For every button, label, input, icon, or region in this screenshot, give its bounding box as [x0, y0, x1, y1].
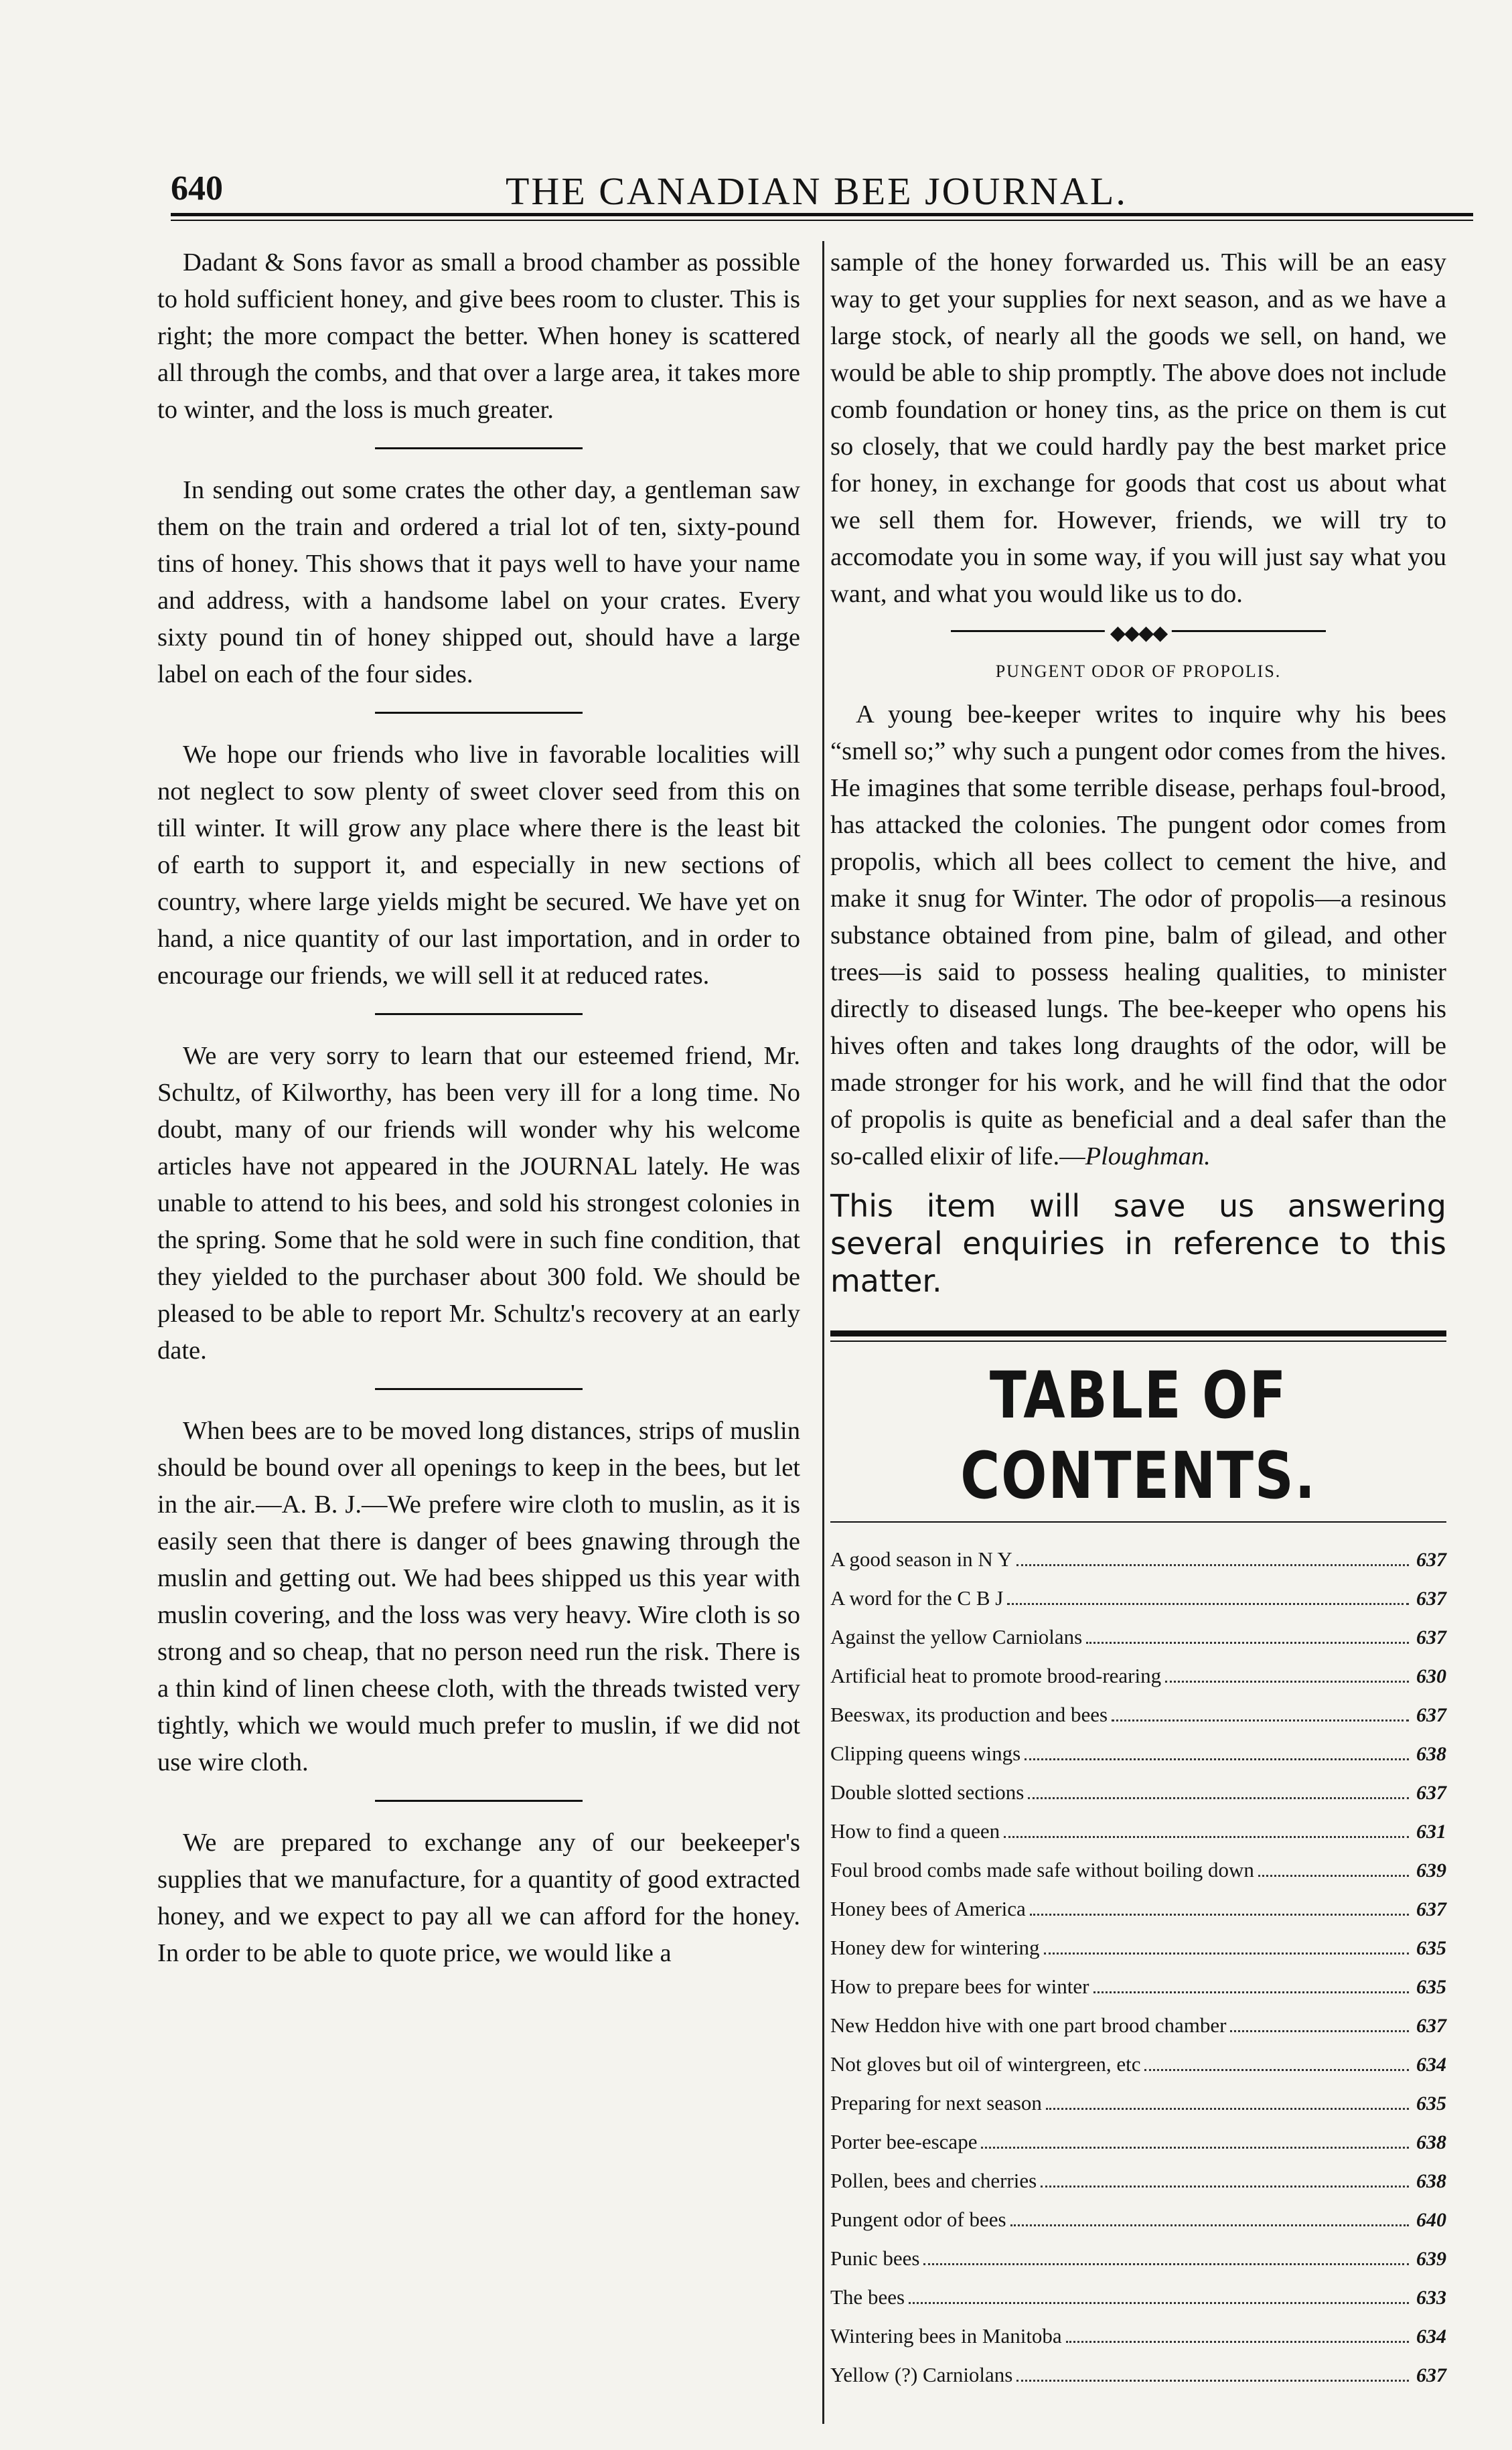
toc-entry — [830, 2356, 1446, 2394]
toc-leader-dots — [1041, 2186, 1409, 2188]
toc-leader-dots — [1093, 1991, 1410, 1993]
toc-leader-dots — [1007, 1603, 1409, 1605]
toc-entry-page: 638 — [1416, 2131, 1446, 2153]
right-column — [830, 244, 1446, 2394]
toc-entry — [830, 2123, 1446, 2161]
toc-entry-page: 637 — [1416, 1704, 1446, 1726]
toc-entry — [830, 2317, 1446, 2356]
toc-entry — [830, 1657, 1446, 1695]
toc-leader-dots — [1112, 1719, 1409, 1721]
toc-entry-page: 635 — [1416, 2092, 1446, 2115]
paragraph: We are very sorry to learn that our esteemed friend, Mr. Schultz, of Kilworthy, has been very ill for a long time. No doubt, many of our friends will wonder why his welcome articles have not appeared in the JOURNAL lately. He was unable to attend to his bees, and sold his strongest colonies in the spring. Some that he sold were in such fine condition, that they yielded to the purchaser about 300 fold. We should be pleased to be able to report Mr. Schultz's recovery at an early date. — [157, 1042, 800, 1365]
paragraph: We hope our friends who live in favorable localities will not neglect to sow plenty of sweet clover seed from this on till winter. It will grow any place where there is the least bit of earth to support it, and especially in new sections of country, where large yields might be secured. We have yet on hand, a nice quantity of our last importation, and in order to encourage our friends, we will sell it at reduced rates. — [157, 741, 800, 990]
toc-title: TABLE OF CONTENTS. — [960, 1358, 1316, 1513]
toc-leader-dots — [1028, 1797, 1409, 1799]
toc-entry — [830, 1890, 1446, 1928]
toc-entry — [830, 2006, 1446, 2045]
toc-entry-label: A good season in N Y — [830, 1547, 1012, 1571]
toc-entry — [830, 2239, 1446, 2278]
section-heading: PUNGENT ODOR OF PROPOLIS. — [995, 662, 1282, 681]
editor-note: This item will save us answering several enquiries in reference to this matter. — [830, 1188, 1446, 1299]
toc-entry-page: 637 — [1416, 1549, 1446, 1571]
toc-entry-page: 639 — [1416, 2248, 1446, 2270]
toc-entry-page: 634 — [1416, 2054, 1446, 2076]
toc-entry — [830, 1695, 1446, 1734]
toc-entry-label: Foul brood combs made safe without boiling down — [830, 1858, 1254, 1882]
toc-leader-dots — [1025, 1758, 1409, 1760]
paragraph: In sending out some crates the other day, a gentleman saw them on the train and ordered a trial lot of ten, sixty-pound tins of honey. This shows that it pays well to have your name and address, with a handsome label on your crates. Every sixty pound tin of honey shipped out, should have a large label on each of the four sides. — [157, 476, 800, 688]
toc-entry-page: 638 — [1416, 1743, 1446, 1765]
toc-entry-page: 640 — [1416, 2209, 1446, 2231]
separator-rule — [375, 1388, 583, 1390]
toc-entry-page: 637 — [1416, 2364, 1446, 2386]
toc-entry — [830, 2045, 1446, 2084]
toc-entry-label: Pungent odor of bees — [830, 2208, 1006, 2231]
toc-leader-dots — [1016, 2380, 1409, 2382]
toc-entry-page: 637 — [1416, 1898, 1446, 1920]
toc-entry-label: A word for the C B J — [830, 1586, 1004, 1610]
toc-entry-page: 637 — [1416, 2015, 1446, 2037]
left-column — [157, 244, 800, 1972]
header-rule — [171, 213, 1473, 216]
toc-entry-label: Yellow (?) Carniolans — [830, 2363, 1013, 2386]
toc-entry-page: 633 — [1416, 2287, 1446, 2309]
toc-leader-dots — [909, 2302, 1409, 2304]
toc-entry-page: 638 — [1416, 2170, 1446, 2192]
toc-leader-dots — [1165, 1681, 1409, 1683]
source-attribution: Ploughman. — [1085, 1142, 1211, 1170]
toc-entry-page: 637 — [1416, 1782, 1446, 1804]
toc-list — [830, 1540, 1446, 2394]
toc-entry — [830, 1773, 1446, 1812]
toc-leader-dots — [1066, 2341, 1409, 2343]
toc-entry-label: Preparing for next season — [830, 2091, 1042, 2115]
toc-leader-dots — [1144, 2069, 1409, 2071]
toc-entry-label: Porter bee-escape — [830, 2130, 978, 2153]
toc-entry-label: Punic bees — [830, 2246, 920, 2270]
paragraph-continued: sample of the honey forwarded us. This will be an easy way to get your supplies for next season, and as we have a large stock, of nearly all the goods we sell, on hand, we would be able to ship promptly. The above does not include comb foundation or honey tins, as the price on them is cut so closely, that we could hardly pay the best market price for honey, in exchange for goods that cost us about what we sell them for. However, friends, we will try to accomodate you in some way, if you will just say what you want, and what you would like us to do. — [830, 248, 1446, 608]
separator-rule — [375, 1013, 583, 1015]
toc-entry-label: The bees — [830, 2285, 905, 2309]
separator-rule — [375, 1800, 583, 1802]
toc-entry-label: How to prepare bees for winter — [830, 1975, 1089, 1998]
toc-entry-page: 639 — [1416, 1859, 1446, 1882]
journal-title: THE CANADIAN BEE JOURNAL. — [506, 169, 1128, 213]
toc-leader-dots — [1010, 2224, 1409, 2226]
toc-entry — [830, 2200, 1446, 2239]
page-header — [171, 161, 1477, 221]
toc-entry-label: Artificial heat to promote brood-rearing — [830, 1664, 1162, 1687]
toc-entry — [830, 1928, 1446, 1967]
toc-entry-label: Clipping queens wings — [830, 1742, 1021, 1765]
toc-entry-page: 637 — [1416, 1588, 1446, 1610]
toc-entry-page: 631 — [1416, 1821, 1446, 1843]
toc-leader-dots — [1004, 1836, 1409, 1838]
toc-entry-page: 635 — [1416, 1937, 1446, 1959]
toc-entry — [830, 2278, 1446, 2317]
paragraph — [830, 696, 1446, 1175]
header-rule-thin — [171, 220, 1473, 221]
toc-entry-label: Not gloves but oil of wintergreen, etc — [830, 2052, 1141, 2076]
separator-rule — [375, 447, 583, 449]
toc-leader-dots — [1230, 2030, 1409, 2032]
toc-leader-dots — [1258, 1875, 1409, 1877]
toc-leader-dots — [923, 2263, 1409, 2265]
toc-entry-page: 630 — [1416, 1665, 1446, 1687]
toc-entry — [830, 1618, 1446, 1657]
toc-entry-label: Pollen, bees and cherries — [830, 2169, 1037, 2192]
toc-entry-label: Double slotted sections — [830, 1780, 1025, 1804]
paragraph: We are prepared to exchange any of our beekeeper's supplies that we manufacture, for a quantity of good extracted honey, and we expect to pay all we can afford for the honey. In order to be able to quote price, we would like a — [157, 1829, 800, 1967]
toc-entry-label: How to find a queen — [830, 1819, 1000, 1843]
toc-rule-thick — [830, 1330, 1446, 1336]
toc-entry-label: Against the yellow Carniolans — [830, 1625, 1083, 1649]
toc-entry-page: 634 — [1416, 2325, 1446, 2348]
toc-entry-label: Wintering bees in Manitoba — [830, 2324, 1062, 2348]
ornamental-separator: ◆◆◆◆ — [951, 626, 1326, 635]
toc-leader-dots — [981, 2147, 1409, 2149]
toc-entry — [830, 1851, 1446, 1890]
toc-entry-label: Beeswax, its production and bees — [830, 1703, 1108, 1726]
toc-entry-page: 635 — [1416, 1976, 1446, 1998]
toc-entry — [830, 1967, 1446, 2006]
toc-entry — [830, 1734, 1446, 1773]
toc-leader-dots — [1086, 1642, 1409, 1644]
paragraph: Dadant & Sons favor as small a brood chamber as possible to hold sufficient honey, and give bees room to cluster. This is right; the more compact the better. When honey is scattered all through the combs, and that over a large area, it takes more to winter, and the loss is much greater. — [157, 248, 800, 424]
page-number: 640 — [171, 169, 223, 208]
separator-rule — [375, 712, 583, 714]
toc-entry — [830, 2161, 1446, 2200]
toc-leader-dots — [1046, 2108, 1409, 2110]
paragraph: When bees are to be moved long distances, strips of muslin should be bound over all openings to keep in the bees, but let in the air.—A. B. J.—We prefere wire cloth to muslin, as it is easily seen that there is danger of bees gnawing through the muslin and getting out. We had bees shipped us this year with muslin covering, and the loss was very heavy. Wire cloth is so strong and so cheap, that no person need run the risk. There is a thin kind of linen cheese cloth, with the threads twisted very tightly, which we would much prefer to muslin, if we did not use wire cloth. — [157, 1417, 800, 1776]
toc-leader-dots — [1044, 1953, 1410, 1955]
toc-leader-dots — [1016, 1564, 1409, 1566]
paragraph-body: A young bee-keeper writes to inquire why his bees “smell so;” why such a pungent odor comes from the hives. He imagines that some terrible disease, perhaps foul-brood, has attacked the colonies. The pungent odor comes from propolis, which all bees collect to cement the hive, and make it snug for Winter. The odor of propolis—a resinous substance obtained from pine, balm of gilead, and other trees—is said to possess healing qualities, to minister directly to diseased lungs. The bee-keeper who opens his hives often and takes long draughts of the odor, will be made stronger for his work, and he will find that the odor of propolis is quite as beneficial and a deal safer than the so-called elixir of life.— — [830, 700, 1446, 1170]
toc-leader-dots — [1030, 1914, 1409, 1916]
toc-entry-page: 637 — [1416, 1626, 1446, 1649]
toc-entry — [830, 1540, 1446, 1579]
toc-entry-label: Honey dew for wintering — [830, 1936, 1040, 1959]
column-divider — [822, 241, 824, 2424]
toc-entry-label: Honey bees of America — [830, 1897, 1026, 1920]
toc-entry-label: New Heddon hive with one part brood chamber — [830, 2013, 1227, 2037]
toc-title-rule — [830, 1521, 1446, 1523]
toc-entry — [830, 2084, 1446, 2123]
toc-entry — [830, 1812, 1446, 1851]
toc-rule-thin — [830, 1341, 1446, 1342]
toc-entry — [830, 1579, 1446, 1618]
